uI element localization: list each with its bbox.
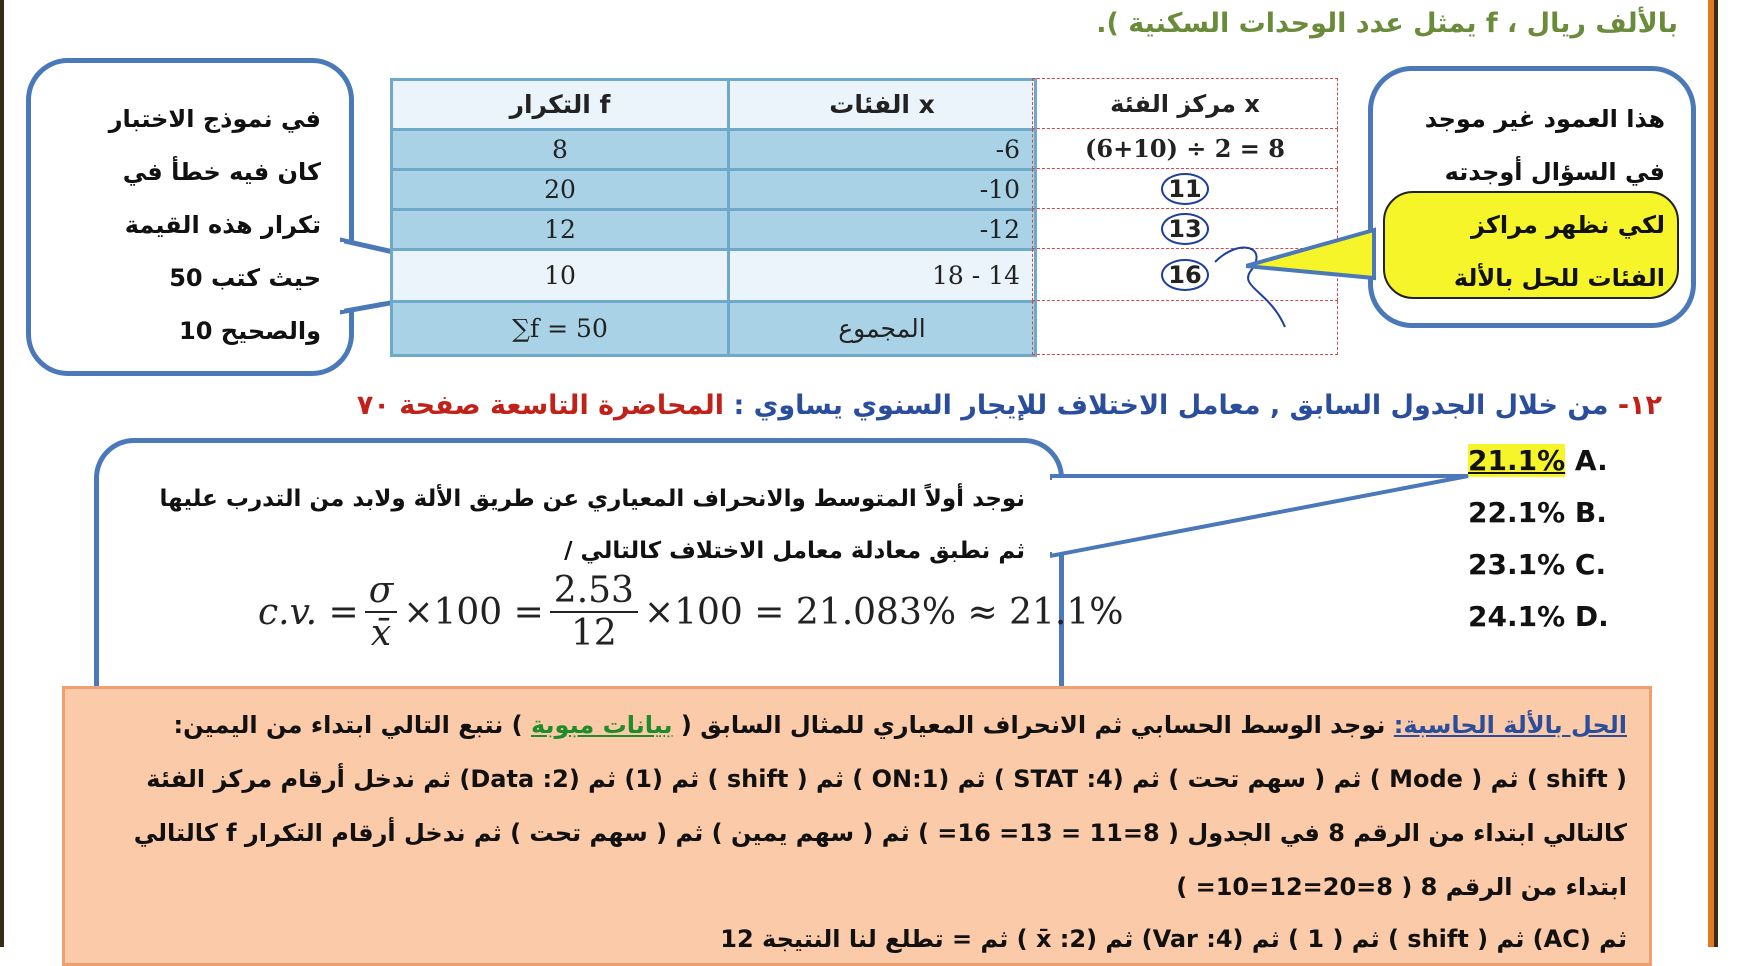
calc-line5: ثم (AC) ثم ( shift ) ثم ( 1 ) ثم (4: Var) ثم (2: x̄ ) ثم = تطلع لنا النتيجة 12	[720, 925, 1627, 953]
left-note-bubble	[26, 58, 354, 376]
option-d[interactable]: 24.1% D.	[1468, 600, 1609, 633]
cell-class: -12	[729, 210, 1036, 250]
option-b[interactable]: 22.1% B.	[1468, 496, 1607, 529]
cell-freq: 8	[392, 130, 729, 170]
calc-line1: الحل بالألة الحاسبة: نوجد الوسط الحسابي ثم الانحراف المعياري للمثال السابق ( بيانات مبوبة ) نتبع التالي ابتداء من اليمين:	[173, 711, 1627, 739]
midpoint-value: 13	[1161, 213, 1208, 245]
cell-freq: 10	[392, 250, 729, 302]
answer-options	[1468, 444, 1609, 652]
question-text: من خلال الجدول السابق , معامل الاختلاف للإيجار السنوي يساوي :	[733, 390, 1609, 421]
header-freq: التكرار f	[392, 80, 729, 130]
left-note-line: والصحيح 10	[179, 317, 321, 345]
left-note-line: حيث كتب 50	[169, 264, 321, 292]
explanation-line1: نوجد أولاً المتوسط والانحراف المعياري عن طريق الألة ولابد من التدرب عليها	[159, 486, 1025, 512]
right-note-line: الفئات للحل بالألة	[1453, 264, 1665, 292]
midpoint-value: 11	[1161, 173, 1208, 205]
midpoint-first: (6+10) ÷ 2 = 8	[1033, 129, 1338, 169]
cell-class: 18 - 14	[729, 250, 1036, 302]
cell-freq: 20	[392, 170, 729, 210]
option-c[interactable]: 23.1% C.	[1468, 548, 1607, 581]
cell-class: -10	[729, 170, 1036, 210]
calculator-steps	[62, 686, 1652, 966]
cv-formula: c.v. = $\frac{\sigma}{x̄}$ ×100 = $\frac{2.53}{12}$ ×100 = 21.083% ≈ 21.1%	[258, 570, 1124, 654]
fraction-values: $\frac{2.53}{12}$	[550, 570, 638, 654]
page-border-right-dark	[1714, 0, 1718, 947]
cell-class: -6	[729, 130, 1036, 170]
left-note-line: تكرار هذه القيمة	[124, 211, 321, 239]
calc-line3: كالتالي ابتداء من الرقم 8 في الجدول ( 8=11 = 13= 16= ) ثم ( سهم يمين ) ثم ( سهم تحت ) ثم ندخل أرقام التكرار f كالتالي	[133, 819, 1627, 847]
calc-line2: ( shift ) ثم ( Mode ) ثم ( سهم تحت ) ثم (4: STAT ) ثم (1:ON ) ثم ( shift ) ثم (1) ثم (2: Data) ثم ندخل أرقام مركز الفئة	[146, 765, 1627, 793]
question-number: ١٢-	[1617, 390, 1662, 421]
frequency-table	[390, 78, 1037, 357]
right-note-line: لكي نظهر مراكز	[1470, 211, 1665, 239]
header-classes: الفئات x	[729, 80, 1036, 130]
left-note-line: كان فيه خطأ في	[122, 158, 321, 186]
question-ref: المحاضرة التاسعة صفحة ٧٠	[356, 390, 725, 421]
right-note-line: في السؤال أوجدته	[1444, 158, 1665, 186]
total-label: المجموع	[729, 302, 1036, 356]
right-note-pointer	[1246, 220, 1376, 300]
option-a[interactable]: 21.1% A.	[1468, 444, 1608, 477]
cell-freq: 12	[392, 210, 729, 250]
page-border-left	[0, 0, 4, 947]
left-note-line: في نموذج الاختبار	[108, 105, 321, 133]
midpoint-value: 16	[1161, 259, 1208, 291]
midpoint-header: مركز الفئة x	[1033, 79, 1338, 129]
total-freq: ∑f = 50	[392, 302, 729, 356]
right-note-bubble	[1368, 66, 1696, 328]
explanation-bubble	[94, 438, 1064, 693]
calc-line4: ابتداء من الرقم 8 ( 8=20=12=10= )	[1176, 873, 1627, 901]
question	[357, 390, 1662, 421]
explanation-pointer	[1050, 466, 1470, 566]
right-note-line: هذا العمود غير موجد	[1424, 105, 1665, 133]
page-title: بالألف ريال ، f يمثل عدد الوحدات السكنية ).	[1096, 8, 1678, 39]
fraction-sigma-over-mean: $\frac{\sigma}{x̄}$	[365, 570, 398, 654]
explanation-line2: ثم نطبق معادلة معامل الاختلاف كالتالي /	[564, 538, 1025, 564]
